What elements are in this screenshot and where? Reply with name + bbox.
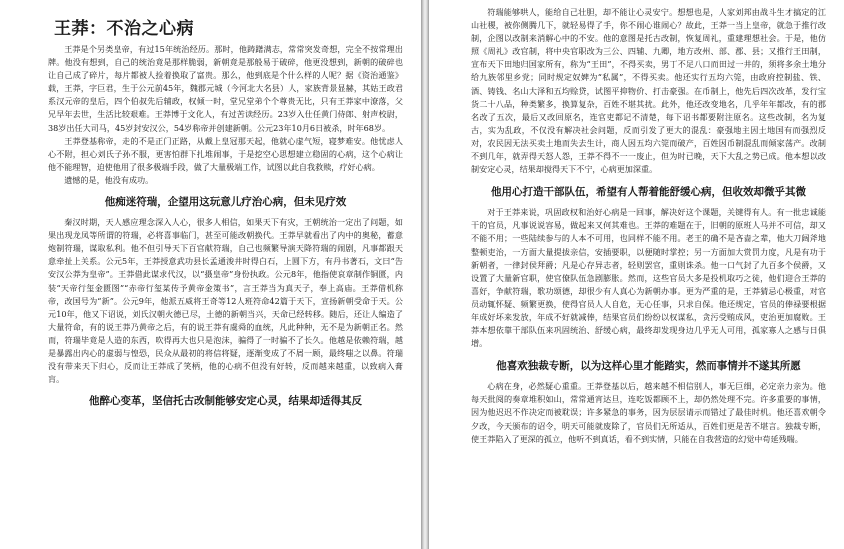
left-page — [0, 0, 421, 549]
right-page — [429, 0, 844, 549]
right-paragraph-1: 符瑞能够哄人，能给自己壮胆，却不能让心灵安宁。想想也是，人家刘邦由战斗生才搞定的江山社稷，被你侧腾几下，就轻易得了手，你不闹心谁闹心？故此，王莽一当上皇帝，就急于推行改制，企图以改制来消解心中的不安。他的意图是托古改制，恢复周礼，重建理想社会。于是，他仿照《周礼》改官制，将中央官职改为三公、四辅、九卿，地方改州、部、郡、县；又推行王田制，宣布天下田地归国家所有，称为“王田”，不得买卖，男丁不足八口而田过一井的，须将多余土地分给九族邻里乡党；同时规定奴婢为“私属”，不得买卖。他还实行五均六筦，由政府控制盐、铁、酒、铸钱、名山大泽和五均赊贷，试图平抑物价、打击豪强。在币制上，他先后四次改革，发行宝货二十八品，种类繁多，换算复杂，百姓不堪其扰。此外，他还改变地名，几乎年年都改，有的郡名改了五次，最后又改回原名，连官吏都记不清楚，每下诏书都要附注原名。这些改制，名为复古，实为乱政，不仅没有解决社会问题，反而引发了更大的混乱：豪强地主因土地国有而强烈反对，农民因无法买卖土地而失去生计，商人因五均六筦而破产，百姓因币制混乱而倾家荡产。改制不到几年，就弄得天怒人怨，王莽不得不一一废止，但为时已晚，天下大乱之势已成。他本想以改制安定心灵，结果却搅得天下不宁，心病更加深重。 — [471, 7, 826, 175]
section-heading-officials: 他用心打造干部队伍，希望有人帮着能舒缓心病，但收效却微乎其微 — [491, 186, 806, 199]
section-heading-reform: 他醉心变革，坚信托古改制能够安定心灵，结果却适得其反 — [89, 395, 362, 408]
intro-paragraph-1: 王莽是个另类皇帝，有过15年统治经历。那时，他踌躇满志，常常突发奇想，完全不按常理出牌。他没有想到，自己的统治竟是那样脆弱，新朝竟是那般易于破碎，他更没想到，新朝的破碎也让自己成了碎片，每片都被人捡着换取了富贵。那么，他到底是个什么样的人呢？据《资治通鉴》载，王莽，字巨君，生于公元前45年，魏郡元城（今河北大名县）人，家族背景显赫，其姑王政君系汉元帝的皇后，四个伯叔先后辅政，权倾一时，堂兄堂弟个个尊贵无比，只有王莽家中潦落，父兄早年去世，生活比较艰难。王莽博于文化人，有过苦读经历。23岁入仕任黄门侍郎、射声校尉，38岁出任大司马，45岁封安汉公，54岁称帝并创建新朝。公元23年10月6日被杀，时年68岁。 — [48, 44, 403, 133]
page-gutter — [421, 0, 429, 549]
section-paragraph-symbols: 秦汉时期，天人感应理念深入人心，很多人相信，如果天下有灾，王朝统治一定出了问题，如果出现龙凤等所谓的符瑞，必将喜事临门，甚至可能改朝换代。王莽早就看出了内中的奥秘，蓄意炮制符瑞，谋取私利。他不但引导天下百官献符瑞，自己也频繁导演天降符瑞的闹剧，凡事都跟天意牵扯上关系。公元5年，王莽授意武功县长孟通浚井时得白石，上圆下方，有丹书著石，文曰“告安汉公莽为皇帝”。王莽借此谋求代汉，以“摄皇帝”身份执政。公元8年，他指使哀章制作铜匮，内装“天帝行玺金匮图”“赤帝行玺某传予黄帝金策书”，言王莽当为真天子，奉上高庙。王莽借机称帝，改国号为“新”。公元9年，他派五威将王奇等12人班符命42篇于天下，宣扬新朝受命于天。公元10年，他又下诏说，刘氏汉朝火德已尽，土德的新朝当兴，天命已经转移。随后，还让人编造了大量符命，有的说王莽乃黄帝之后，有的说王莽有虞舜的血统，凡此种种，无不是为新朝正名。然而，符瑞毕竟是人造的东西，吹得再大也只是泡沫，骗得了一时骗不了长久。他越是依赖符瑞，越是暴露出内心的虚弱与惶恐，民众从最初的将信将疑，逐渐变成了不屑一顾，最终嗤之以鼻。符瑞没有带来天下归心，反而让王莽成了笑柄，他的心病不但没有好转，反而越来越重，以致病入膏肓。 — [48, 217, 403, 385]
section-heading-autocracy: 他喜欢独裁专断，以为这样心里才能踏实，然而事情并不遂其所愿 — [496, 360, 801, 373]
section-heading-symbols: 他痴迷符瑞，企望用这玩意儿疗治心病，但未见疗效 — [104, 196, 347, 209]
article-title: 王莽：不治之心病 — [54, 19, 194, 39]
right-paragraph-3: 心病在身，必然疑心重重。王莽登基以后，越来越不相信别人，事无巨细，必定亲力亲为。他每天批阅的奏章堆积如山，常常通宵达旦，连吃饭都顾不上，却仍然处理不完。许多重要的事情，因为他迟迟不作决定而被耽误；许多紧急的事务，因为层层请示而错过了最佳时机。他还喜欢朝令夕改，今天颁布的诏令，明天可能就废除了，官员们无所适从，百姓们更是苦不堪言。独裁专断，使王莽陷入了更深的孤立，他听不到真话，看不到实情，只能在自我营造的幻觉中苟延残喘。 — [471, 381, 826, 444]
right-paragraph-2: 对于王莽来说，巩固政权和治好心病是一回事，解决好这个课题，关键得有人。有一批忠诚能干的官员，凡事说说容易，做起来又何其难也。王莽的难题在于，旧朝的原班人马并不可信，却又不能不用；一些陆续参与的人本不可用，也同样不能不用。老王的确不是吝啬之辈，他大刀阔斧地整顿吏治，一方面大量提拔亲信，安插要职，以便随时掌控；另一方面加大赏罚力度，凡是有功于新朝者，一律封侯拜爵；凡是心存异志者，轻则罢官，重则诛杀。他一口气封了九百多个侯爵，又设置了大量新官职，使官僚队伍急剧膨胀。然而，这些官员大多是投机取巧之徒，他们迎合王莽的喜好，争献符瑞，歌功颂德，却很少有人真心为新朝办事。更为严重的是，王莽猜忌心极重，对官员动辄怀疑、频繁更换，使得官员人人自危，无心任事，只求自保。他还规定，官员的俸禄要根据年成好坏来发放，年成不好就减俸，结果官员们纷纷以权谋私，贪污受贿成风，吏治更加腐败。王莽本想依靠干部队伍来巩固统治、舒缓心病，最终却发现身边几乎无人可用，孤家寡人之感与日俱增。 — [471, 207, 826, 349]
intro-paragraph-2: 王莽登基称帝，走的不是正门正路，从戴上皇冠那天起，他就心虚气短，寝梦难安。他忧虑人心不附，担心刘氏子孙不服，更害怕群下扎堆闹事，于是挖空心思想建立稳固的心病，这个心病让他不能理智，迫使他用了很多极端手段，做了大量极端工作，试图以此自我救赎，疗好心病。 — [48, 135, 403, 172]
intro-paragraph-3: 遗憾的是，他没有成功。 — [64, 174, 154, 185]
